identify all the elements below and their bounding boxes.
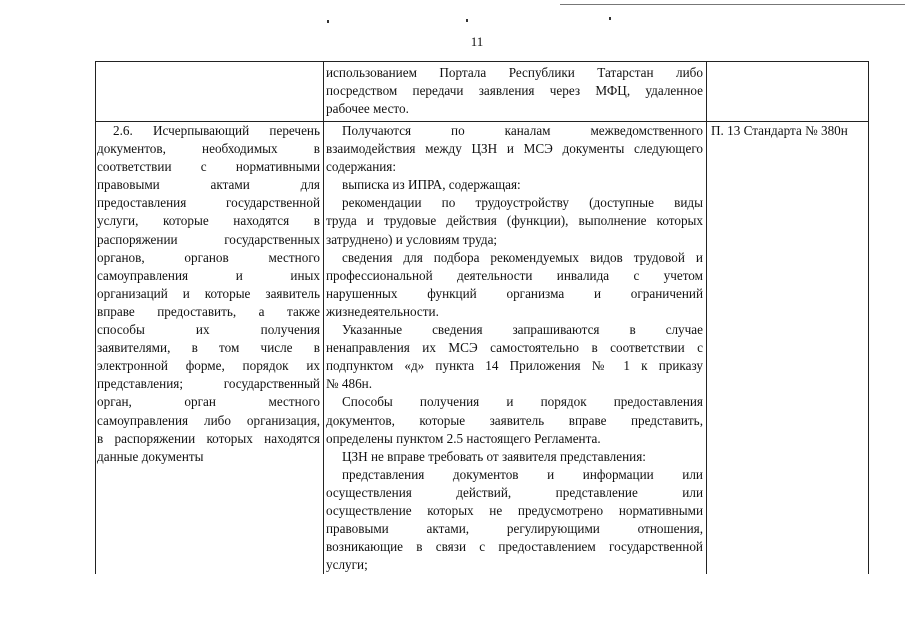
text-line: ЦЗН не вправе требовать от заявителя представления: [342,448,646,464]
text-line: 2.6. Исчерпывающий перечень [113,123,320,138]
text-line: услуги; [326,557,368,573]
text-line: осуществление которых не предусмотрено нормативными [326,502,703,518]
text-line: вправе предоставить, а также [97,303,320,319]
text-line: определены пунктом 2.5 настоящего Регламента. [326,430,601,446]
text-line: выписка из ИПРА, содержащая: [342,177,521,193]
text-line: использованием Портала Республики Татарстан либо [326,65,703,80]
row2-col3-reference-cell [711,122,866,140]
text-line: организаций и которые заявитель [97,285,320,301]
paragraph [326,393,703,447]
paragraph [326,64,703,118]
table-border-left [95,61,96,574]
row2-col1-requirement-cell [97,122,320,466]
text-line: услуги, которые находятся в [97,213,320,229]
text-line: сведения для подбора рекомендуемых видов трудовой и [342,249,703,265]
text-line: документов, которые заявитель вправе представить, [326,412,703,428]
text-line: в распоряжении которых находятся [97,430,320,446]
text-line: представления; государственный [97,376,320,392]
text-line: затруднено) и условиям труда; [326,231,498,247]
text-line: ненаправления их МСЭ самостоятельно в соответствии с [326,340,703,356]
text-line: нарушенных функций организма и ограничений [326,285,703,301]
text-line: Способы получения и порядок предоставления [342,394,703,410]
table-border-top [95,61,869,62]
text-line: содержания: [326,159,397,175]
column-divider-1 [323,61,324,574]
text-line: предоставления государственной [97,195,320,211]
text-line: профессиональной деятельности инвалида с учетом [326,267,703,283]
text-line: рабочее место. [326,101,409,117]
column-divider-2 [706,61,707,574]
paragraph [326,466,703,575]
text-line: соответствии с нормативными [97,159,320,175]
table-border-right [868,61,869,574]
text-line: заявителями, в том числе в [97,340,320,356]
text-line: распоряжении государственных [97,231,320,247]
text-line: Получаются по каналам межведомственного [342,123,703,138]
text-line: правовыми актами, регулирующими отношения, [326,521,703,537]
row2-col2-content-cell [326,122,703,574]
scan-artifact-line [560,4,905,5]
text-line: Указанные сведения запрашиваются в случае [342,322,703,338]
paragraph [326,176,703,194]
text-line: № 486н. [326,376,373,392]
text-line: рекомендации по трудоустройству (доступные виды [342,195,703,211]
paragraph [326,122,703,176]
text-line: способы их получения [97,322,320,338]
text-line: документов, необходимых в [97,141,320,157]
text-line: орган, орган местного [97,394,320,410]
text-line: данные документы [97,448,204,464]
paragraph [97,122,320,466]
scan-speck [466,19,468,22]
paragraph [326,321,703,393]
row1-col2-cell [326,64,703,118]
paragraph [326,249,703,321]
text-line: самоуправления либо организация, [97,412,320,428]
paragraph [326,194,703,248]
text-line: органов, органов местного [97,249,320,265]
scan-speck [609,17,611,20]
text-line: осуществления действий, представление или [326,484,703,500]
text-line: взаимодействия между ЦЗН и МСЭ документы следующего [326,141,703,157]
paragraph [326,448,703,466]
text-line: посредством передачи заявления через МФЦ, удаленное [326,83,703,99]
text-line: правовыми актами для [97,177,320,193]
text-line: представления документов и информации или [342,466,703,482]
text-line: самоуправления и иных [97,267,320,283]
text-line: жизнедеятельности. [326,303,439,319]
page-number: 11 [470,34,484,49]
text-line: подпунктом «д» пункта 14 Приложения № 1 к приказу [326,358,703,374]
scan-speck [327,20,329,23]
standard-reference: П. 13 Стандарта № 380н [711,123,848,138]
text-line: возникающие в связи с предоставлением государственной [326,539,703,555]
text-line: труда и трудовые действия (функции), выполнение которых [326,213,703,229]
text-line: электронной форме, порядок их [97,358,320,374]
